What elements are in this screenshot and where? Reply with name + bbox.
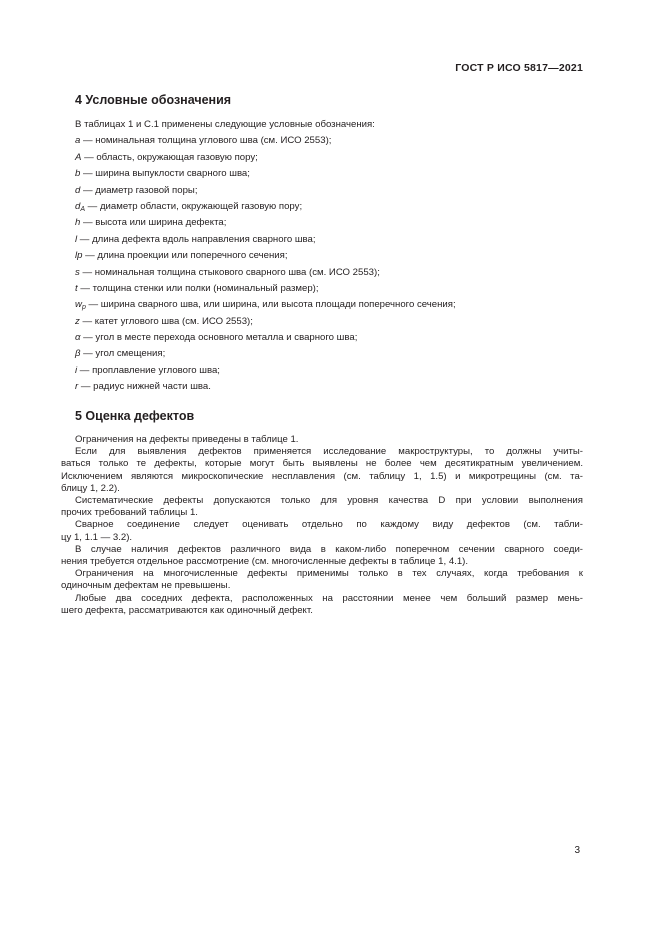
paragraph-line <box>75 544 583 556</box>
paragraph-line <box>75 519 583 531</box>
symbol: w <box>75 299 82 311</box>
paragraph-line <box>75 593 583 605</box>
line-text: прочих требований таблицы 1. <box>61 507 198 519</box>
symbol-description: — диаметр газовой поры; <box>80 184 198 196</box>
paragraph-line <box>61 507 583 519</box>
paragraph-line <box>75 568 583 580</box>
symbol: a <box>75 135 81 147</box>
paragraph-line <box>61 532 583 544</box>
symbol-definition <box>75 363 590 379</box>
symbol-description: — длина проекции или поперечного сечения; <box>82 250 288 262</box>
symbol-subscript: A <box>80 205 86 213</box>
symbol-description: — угол в месте перехода основного металла и сварного шва; <box>80 332 358 344</box>
symbol: r <box>75 381 79 393</box>
line-text: В случае наличия дефектов различного вида в каком-либо поперечном сечении сварного соеди- <box>75 543 583 555</box>
line-text: Исключением являются микроскопические несплавления (см. таблицу 1, 1.5) и микротрещины (см. та- <box>61 470 583 482</box>
symbol-description: — катет углового шва (см. ИСО 2553); <box>79 315 253 327</box>
symbol-description: — проплавление углового шва; <box>77 364 220 376</box>
symbol: h <box>75 217 81 229</box>
line-text: блицу 1, 2.2). <box>61 482 120 494</box>
symbol-definition <box>75 183 590 199</box>
symbol-definition <box>75 265 590 281</box>
paragraph-line <box>75 446 583 458</box>
symbol: z <box>75 315 80 327</box>
symbol: i <box>75 364 78 376</box>
line-text: Ограничения на дефекты приведены в таблице 1. <box>75 434 299 445</box>
symbol-subscript: p <box>81 304 86 312</box>
line-text: Ограничения на многочисленные дефекты применимы только в тех случаях, когда требования к <box>75 568 583 580</box>
section-4-title: 4 Условные обозначения <box>75 93 232 107</box>
symbol: t <box>75 282 78 294</box>
paragraph-line <box>61 458 583 470</box>
symbol-definition <box>75 199 590 215</box>
paragraph-line <box>61 605 583 617</box>
symbol-definition <box>75 150 590 166</box>
paragraph-line <box>61 580 583 592</box>
symbol-definition <box>75 346 590 362</box>
line-text: Систематические дефекты допускаются только для уровня качества D при условии выполнения <box>75 495 583 507</box>
symbol-definition <box>75 297 590 313</box>
symbol: lp <box>75 250 83 262</box>
symbol-definition <box>75 232 590 248</box>
symbols-list <box>75 117 590 396</box>
symbol-description: — толщина стенки или полки (номинальный размер); <box>77 282 319 294</box>
document-code: ГОСТ Р ИСО 5817—2021 <box>455 62 583 74</box>
symbol-description: — диаметр области, окружающей газовую пору; <box>85 200 303 212</box>
line-text: Если для выявления дефектов применяется исследование макроструктуры, то должны учиты- <box>75 446 583 458</box>
symbol-definition <box>75 330 590 346</box>
symbol-description: — номинальная толщина углового шва (см. ИСО 2553); <box>80 135 332 147</box>
paragraph-line <box>75 495 583 507</box>
line-text: Сварное соединение следует оценивать отдельно по каждому виду дефектов (см. табли- <box>75 519 583 531</box>
symbols-intro: В таблицах 1 и С.1 применены следующие условные обозначения: <box>75 119 375 130</box>
symbol-description: — ширина выпуклости сварного шва; <box>80 168 250 180</box>
symbol-rows <box>75 133 590 395</box>
line-text: ваться только те дефекты, которые могут быть выявлены не более чем десятикратным увеличением. <box>61 458 583 470</box>
line-text: шего дефекта, рассматриваются как одиночный дефект. <box>61 604 313 616</box>
symbol-definition <box>75 314 590 330</box>
symbol-description: — радиус нижней части шва. <box>78 381 211 393</box>
section-5-title: 5 Оценка дефектов <box>75 409 195 423</box>
symbol: l <box>75 233 78 245</box>
symbol: d <box>75 184 81 196</box>
symbol: A <box>75 151 82 163</box>
line-text: цу 1, 1.1 — 3.2). <box>61 531 133 543</box>
symbol-description: — область, окружающая газовую пору; <box>81 151 258 163</box>
paragraph-line <box>61 471 583 483</box>
symbol-description: — длина дефекта вдоль направления сварного шва; <box>77 233 316 245</box>
symbol-description: — высота или ширина дефекта; <box>80 217 227 229</box>
symbol: b <box>75 168 81 180</box>
symbol-description: — ширина сварного шва, или ширина, или высота площади поперечного сечения; <box>85 299 456 311</box>
symbol-definition <box>75 379 590 395</box>
paragraph-line <box>61 556 583 568</box>
paragraph-line <box>75 434 583 446</box>
paragraph-line <box>61 483 583 495</box>
symbol-definition <box>75 133 590 149</box>
symbol: s <box>75 266 80 278</box>
symbol: β <box>75 348 81 360</box>
line-text: одиночным дефектам не превышены. <box>61 580 231 592</box>
symbol: α <box>75 332 81 344</box>
symbol-definition <box>75 281 590 297</box>
symbol-description: — угол смещения; <box>80 348 166 360</box>
symbol-definition <box>75 166 590 182</box>
page-number: 3 <box>574 845 580 856</box>
symbol-definition <box>75 248 590 264</box>
line-text: Любые два соседних дефекта, расположенных на расстоянии менее чем больший размер мень- <box>75 592 583 604</box>
section-5-body <box>61 434 583 617</box>
symbol: d <box>75 200 81 212</box>
line-text: нения требуется отдельное рассмотрение (см. многочисленные дефекты в таблице 1, 4.1). <box>61 556 469 568</box>
symbol-definition <box>75 215 590 231</box>
symbol-description: — номинальная толщина стыкового сварного шва (см. ИСО 2553); <box>79 266 380 278</box>
